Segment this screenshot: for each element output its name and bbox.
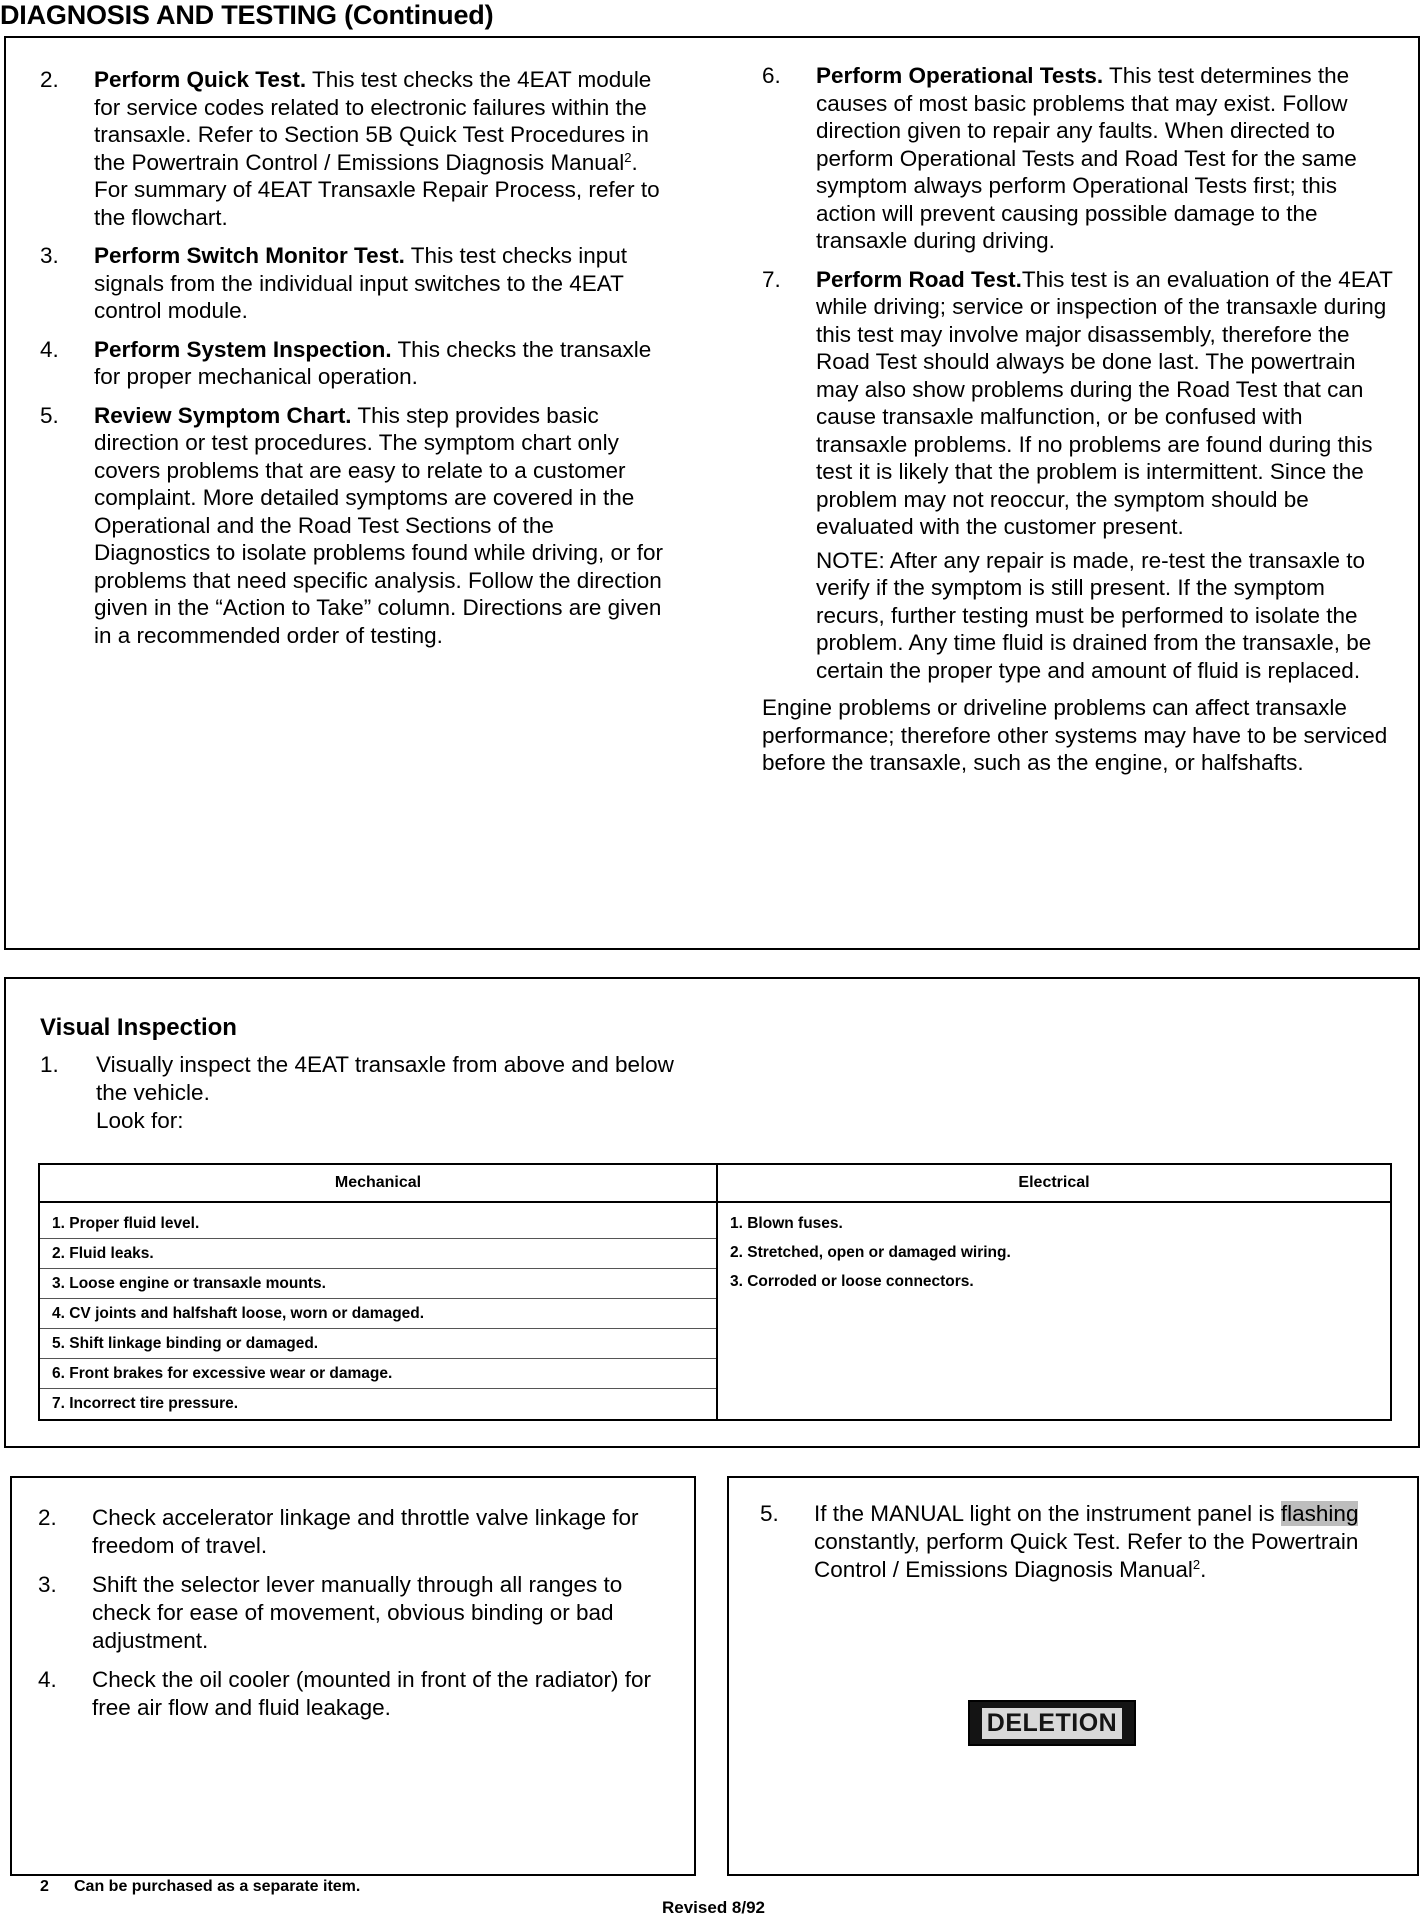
step-text: Check accelerator linkage and throttle valve linkage for freedom of travel. <box>92 1505 639 1558</box>
step-number: 3. <box>40 243 59 268</box>
manual-light-list <box>760 1500 1400 1595</box>
table-row: 4. CV joints and halfshaft loose, worn or damaged. <box>40 1299 716 1329</box>
steps-right-column <box>762 62 1398 777</box>
step-number: 6. <box>762 63 781 88</box>
step-number: 2. <box>40 67 59 92</box>
footnote-text: Can be purchased as a separate item. <box>74 1878 361 1895</box>
step-text: Review Symptom Chart. This step provides basic direction or test procedures. The symptom chart only covers problems that are easy to relate to a customer complaint. More detailed symptoms are covered in the Operational and the Road Test Sections of the Diagnostics to isolate problems found while driving, or for problems that need specific analysis. Follow the direction given in the “Action to Take” column. Directions are given in a recommended order of testing. <box>94 402 664 648</box>
table-row: 6. Front brakes for excessive wear or damage. <box>40 1359 716 1389</box>
step-number: 1. <box>40 1052 59 1077</box>
step-text: Perform Switch Monitor Test. This test checks input signals from the individual input switches to the 4EAT control module. <box>94 243 628 323</box>
list-item <box>40 1051 680 1135</box>
step-text: Perform Operational Tests. This test determines the causes of most basic problems that may exist. Follow direction given to repair any faults. When directed to perform Operational Tests and Road Test for the same symptom always perform Operational Tests first; this action will prevent causing possible damage to the transaxle during driving. <box>816 63 1357 253</box>
step-number: 5. <box>40 402 59 428</box>
list-item <box>38 1571 678 1655</box>
revision-date: Revised 8/92 <box>662 1898 766 1917</box>
list-item <box>38 1504 678 1560</box>
page-title: DIAGNOSIS AND TESTING (Continued) <box>0 0 494 30</box>
footnote-ref: 2 <box>1192 1557 1201 1572</box>
step-text: Perform System Inspection. This checks the transaxle for proper mechanical operation. <box>94 336 652 389</box>
step-title: Perform Quick Test. <box>94 67 307 92</box>
footnote-number: 2 <box>40 1878 49 1895</box>
step-number: 3. <box>38 1572 57 1597</box>
highlighted-word: flashing <box>1280 1501 1359 1526</box>
step-text: Perform Quick Test. This test checks the 4EAT module for service codes related to electronic failures within the transaxle. Refer to Section 5B Quick Test Procedures in the Powertrain Control / Emissions Diagnosis Manual$^2$. For summary of 4EAT Transaxle Repair Process, refer to the flowchart. <box>94 67 660 230</box>
step-title: Review Symptom Chart. <box>94 402 352 428</box>
list-item <box>40 242 670 325</box>
table-row: 3. Loose engine or transaxle mounts. <box>40 1269 716 1299</box>
step-title: Perform Operational Tests. <box>816 63 1104 88</box>
table-row: 2. Fluid leaks. <box>40 1239 716 1269</box>
electrical-column <box>718 1165 1390 1419</box>
step-number: 5. <box>760 1501 779 1526</box>
note-text: NOTE: After any repair is made, re-test the transaxle to verify if the symptom is still present. If the symptom recurs, further testing must be performed to isolate the problem. Any time fluid is drained from the transaxle, be certain the proper type and amount of fluid is replaced. <box>816 547 1372 683</box>
step-title: Perform System Inspection. <box>94 336 392 362</box>
list-item <box>40 336 670 391</box>
inspection-table <box>38 1163 1392 1421</box>
table-row: 1. Blown fuses. <box>730 1215 843 1232</box>
list-item <box>40 402 670 650</box>
steps-left-column <box>40 66 670 660</box>
table-row: 2. Stretched, open or damaged wiring. <box>730 1244 1011 1261</box>
section-title: Visual Inspection <box>40 1014 237 1041</box>
list-item <box>760 1500 1400 1584</box>
list-item <box>762 62 1398 255</box>
footnote <box>40 1878 360 1896</box>
step-text: Perform Road Test.This test is an evaluation of the 4EAT while driving; service or inspection of the transaxle during this test may involve major disassembly, therefore the Road Test should always be done last. The powertrain may also show problems during the Road Test that can cause transaxle malfunction, or be confused with transaxle problems. If no problems are found during this test it is likely that the problem is intermittent. Since the problem may not reoccur, the symptom should be evaluated with the customer present. <box>816 266 1393 539</box>
deletion-stamp <box>968 1700 1136 1746</box>
step-number: 7. <box>762 266 781 292</box>
step-text: Shift the selector lever manually through all ranges to check for ease of movement, obvious binding or bad adjustment. <box>92 1572 623 1653</box>
step-text: Check the oil cooler (mounted in front of the radiator) for free air flow and fluid leakage. <box>92 1667 652 1720</box>
step-title: Perform Switch Monitor Test. <box>94 243 405 268</box>
list-item <box>38 1666 678 1722</box>
table-row: 1. Proper fluid level. <box>40 1209 716 1239</box>
step-title: Perform Road Test. <box>816 266 1022 292</box>
list-item <box>762 266 1398 541</box>
mechanical-column <box>40 1165 718 1419</box>
table-header: Mechanical <box>40 1165 716 1203</box>
table-row: 3. Corroded or loose connectors. <box>730 1273 974 1290</box>
step-number: 4. <box>40 336 59 362</box>
step-text: If the MANUAL light on the instrument panel is flashing constantly, perform Quick Test. Refer to the Powertrain Control / Emissions Diagnosis Manual$^2$. <box>814 1501 1359 1582</box>
list-item <box>40 66 670 231</box>
table-header: Electrical <box>718 1165 1390 1203</box>
step-number: 2. <box>38 1505 57 1530</box>
closing-paragraph: Engine problems or driveline problems can affect transaxle performance; therefore other systems may have to be serviced before the transaxle, such as the engine, or halfshafts. <box>762 695 1388 775</box>
stamp-label: DELETION <box>982 1708 1122 1739</box>
table-row: 7. Incorrect tire pressure. <box>52 1395 239 1412</box>
footnote-ref: 2 <box>624 149 632 165</box>
step-number: 4. <box>38 1667 57 1692</box>
table-row: 5. Shift linkage binding or damaged. <box>40 1329 716 1359</box>
step-text: Visually inspect the 4EAT transaxle from above and below the vehicle. Look for: <box>96 1052 674 1133</box>
checks-list <box>38 1504 678 1733</box>
